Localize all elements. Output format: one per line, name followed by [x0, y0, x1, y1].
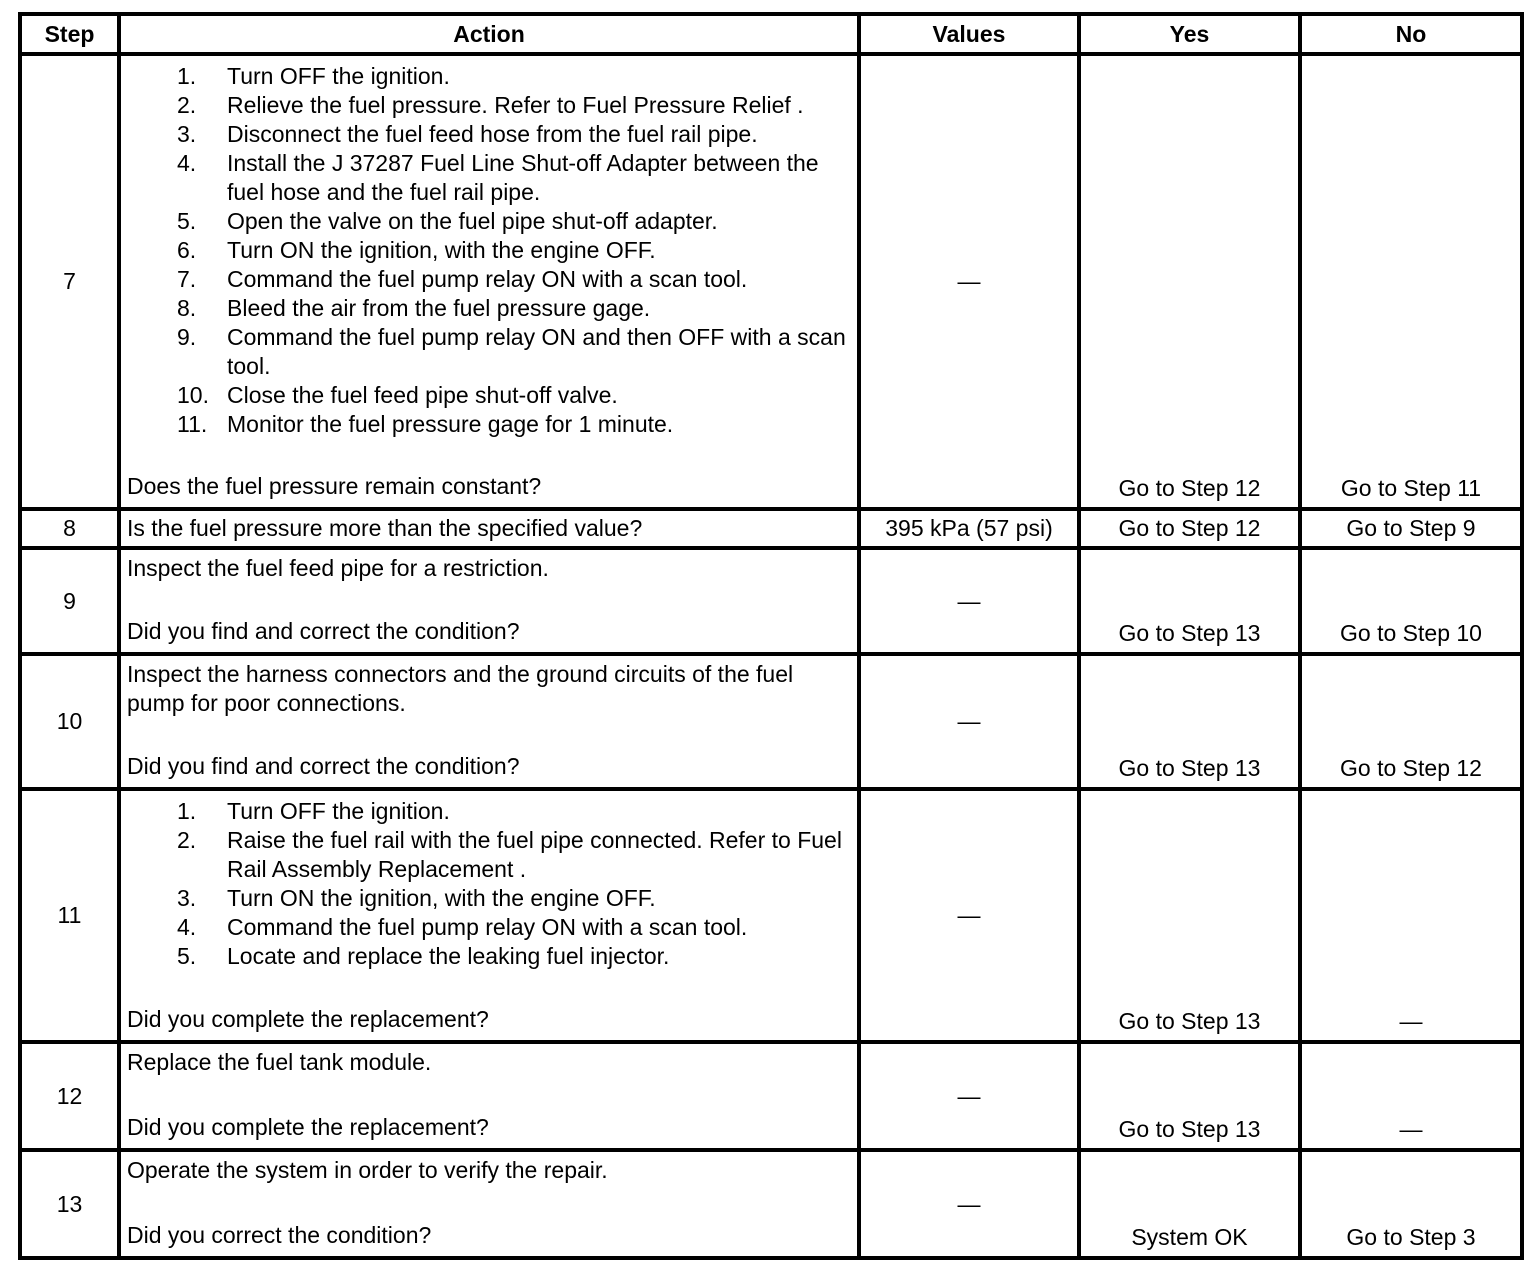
table-row [20, 1150, 1522, 1258]
yes-link[interactable]: Go to Step 13 [1118, 1116, 1261, 1142]
value-cell: — [859, 548, 1079, 654]
action-cell [119, 654, 859, 789]
list-item: 7. Command the fuel pump relay ON with a scan tool. [177, 266, 748, 292]
list-item: 3. Turn ON the ignition, with the engine OFF. [177, 885, 656, 911]
list-item: 4. Install the J 37287 Fuel Line Shut-off Adapter between the fuel hose and the fuel rail pipe. [177, 150, 819, 205]
yes-link[interactable]: System OK [1131, 1224, 1248, 1250]
yes-link[interactable]: Go to Step 13 [1118, 755, 1261, 781]
yes-link[interactable]: Go to Step 12 [1118, 475, 1261, 501]
table-row [20, 789, 1522, 1042]
action-question: Did you find and correct the condition? [127, 618, 520, 644]
yes-cell [1079, 654, 1300, 789]
yes-link[interactable]: Go to Step 13 [1118, 1008, 1261, 1034]
list-item: 8. Bleed the air from the fuel pressure gage. [177, 295, 651, 321]
no-link[interactable]: Go to Step 12 [1340, 755, 1482, 781]
value-cell: — [859, 789, 1079, 1042]
step-number: 10 [20, 654, 119, 789]
list-item: 5. Open the valve on the fuel pipe shut-off adapter. [177, 208, 718, 234]
list-item: 2. Raise the fuel rail with the fuel pipe connected. Refer to Fuel Rail Assembly Replacement . [177, 827, 842, 882]
table-row [20, 548, 1522, 654]
action-text: Inspect the fuel feed pipe for a restriction. [127, 555, 549, 581]
yes-cell [1079, 789, 1300, 1042]
action-question: Did you find and correct the condition? [127, 753, 520, 779]
header-yes: Yes [1079, 14, 1300, 54]
table-row [20, 1042, 1522, 1150]
list-item: 6. Turn ON the ignition, with the engine OFF. [177, 237, 656, 263]
yes-link[interactable]: Go to Step 12 [1079, 509, 1300, 548]
no-link[interactable]: Go to Step 9 [1300, 509, 1522, 548]
yes-cell [1079, 1150, 1300, 1258]
no-cell [1300, 654, 1522, 789]
header-action: Action [119, 14, 859, 54]
action-text: Inspect the harness connectors and the ground circuits of the fuel pump for poor connections. [127, 661, 794, 716]
no-cell [1300, 54, 1522, 509]
action-text: Operate the system in order to verify the repair. [127, 1157, 608, 1183]
list-item: 2. Relieve the fuel pressure. Refer to Fuel Pressure Relief . [177, 92, 804, 118]
yes-cell [1079, 1042, 1300, 1150]
list-item: 1. Turn OFF the ignition. [177, 63, 450, 89]
yes-cell [1079, 54, 1300, 509]
step-number: 8 [20, 509, 119, 548]
list-item: 10. Close the fuel feed pipe shut-off valve. [177, 382, 618, 408]
value-cell: — [859, 654, 1079, 789]
action-cell [119, 1042, 859, 1150]
action-question: Does the fuel pressure remain constant? [127, 473, 542, 499]
action-cell [119, 789, 859, 1042]
action-cell [119, 54, 859, 509]
value-cell: — [859, 1042, 1079, 1150]
no-cell [1300, 1042, 1522, 1150]
action-steps [127, 62, 851, 439]
list-item: 9. Command the fuel pump relay ON and then OFF with a scan tool. [177, 324, 846, 379]
action-cell [119, 1150, 859, 1258]
no-link[interactable]: Go to Step 10 [1340, 620, 1482, 646]
no-value: — [1399, 1008, 1423, 1034]
value-cell: — [859, 54, 1079, 509]
header-no: No [1300, 14, 1522, 54]
step-number: 7 [20, 54, 119, 509]
list-item: 11. Monitor the fuel pressure gage for 1 minute. [177, 411, 674, 437]
action-cell [119, 509, 859, 548]
no-value: — [1399, 1116, 1423, 1142]
action-cell [119, 548, 859, 654]
yes-link[interactable]: Go to Step 13 [1118, 620, 1261, 646]
list-item: 3. Disconnect the fuel feed hose from the fuel rail pipe. [177, 121, 758, 147]
header-step: Step [20, 14, 119, 54]
diagnostic-table [18, 12, 1524, 1260]
no-cell [1300, 789, 1522, 1042]
step-number: 9 [20, 548, 119, 654]
list-item: 4. Command the fuel pump relay ON with a scan tool. [177, 914, 748, 940]
header-row [20, 14, 1522, 54]
value-cell: 395 kPa (57 psi) [859, 509, 1079, 548]
header-values: Values [859, 14, 1079, 54]
step-number: 13 [20, 1150, 119, 1258]
action-steps [127, 797, 851, 971]
value-cell: — [859, 1150, 1079, 1258]
no-link[interactable]: Go to Step 11 [1340, 475, 1482, 501]
action-question: Did you complete the replacement? [127, 1006, 489, 1032]
step-number: 11 [20, 789, 119, 1042]
no-cell [1300, 1150, 1522, 1258]
action-text: Replace the fuel tank module. [127, 1049, 432, 1075]
action-question: Did you correct the condition? [127, 1222, 432, 1248]
no-link[interactable]: Go to Step 3 [1346, 1224, 1476, 1250]
action-question: Is the fuel pressure more than the specified value? [127, 515, 643, 541]
table-row [20, 54, 1522, 509]
table-row [20, 509, 1522, 548]
table-row [20, 654, 1522, 789]
step-number: 12 [20, 1042, 119, 1150]
yes-cell [1079, 548, 1300, 654]
action-question: Did you complete the replacement? [127, 1114, 489, 1140]
list-item: 1. Turn OFF the ignition. [177, 798, 450, 824]
list-item: 5. Locate and replace the leaking fuel injector. [177, 943, 670, 969]
no-cell [1300, 548, 1522, 654]
